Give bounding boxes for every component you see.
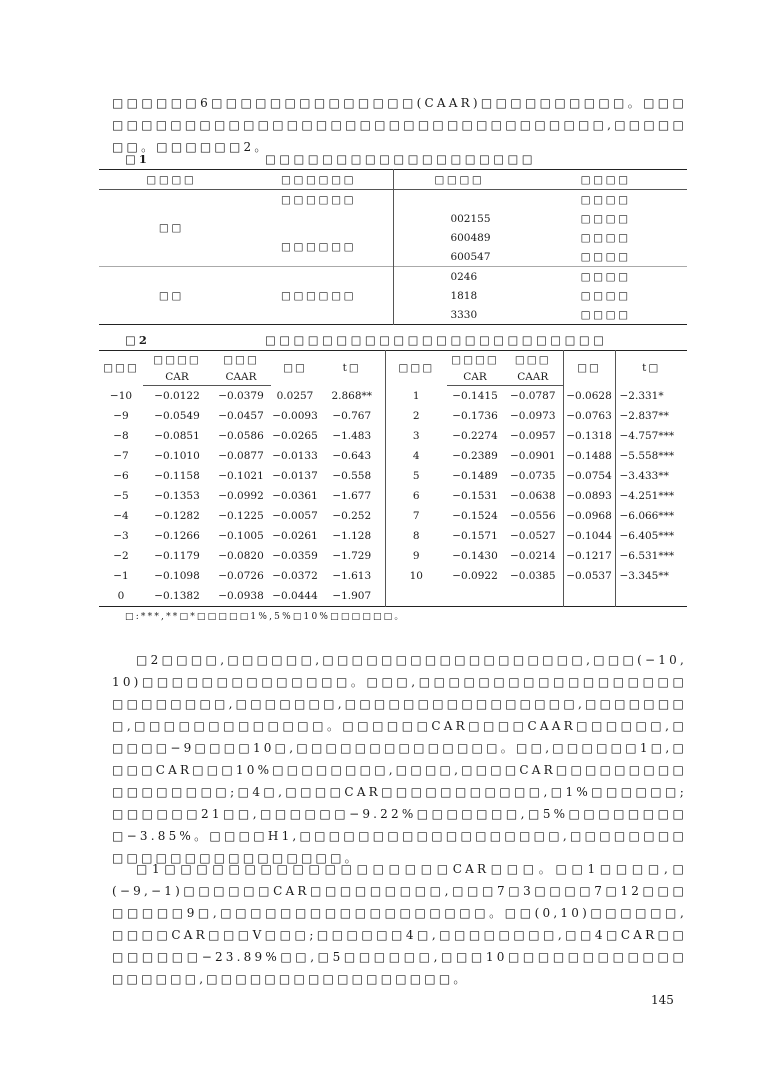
t-cell: −0.252 (332, 510, 372, 522)
t-cell: 2.868** (331, 389, 373, 402)
car-cell (447, 586, 503, 607)
day-cell: −1 (113, 570, 129, 582)
table1-label: □1 (125, 152, 150, 166)
diff-cell: −0.0372 (272, 570, 318, 582)
header-market: □□□□ (99, 170, 244, 190)
table-row (99, 526, 687, 546)
caar-cell: −0.0957 (509, 430, 556, 442)
diff-cell: −0.0893 (563, 486, 615, 506)
car-cell: −0.1430 (452, 550, 498, 562)
table-row (99, 190, 687, 210)
caar-cell: −0.0992 (218, 490, 264, 502)
diff-cell: −0.0137 (272, 470, 318, 482)
day-cell: −8 (113, 430, 129, 442)
caar-cell: −0.0556 (509, 510, 556, 522)
diff-cell: −0.0359 (272, 550, 318, 562)
car-cell: −0.1736 (452, 410, 498, 422)
t-cell: −0.643 (332, 450, 372, 462)
diff-cell: −0.0261 (272, 530, 318, 542)
day-cell: −7 (113, 450, 129, 462)
name-cell: □□□□ (580, 308, 631, 321)
table2-title: □□□□□□□□□□□□□□□□□□□□□□□□ (265, 333, 608, 347)
caar-cell: −0.0973 (509, 410, 556, 422)
table-row (99, 406, 687, 426)
diff-cell: −0.0057 (272, 510, 318, 522)
car-cell: −0.2389 (452, 450, 498, 462)
header-diff: □□ (283, 362, 307, 375)
caar-cell: −0.0457 (218, 410, 264, 422)
header-t: t□ (615, 351, 687, 386)
car-cell: −0.0851 (154, 430, 200, 442)
caar-cell: −0.0787 (509, 390, 556, 402)
code-cell: 600489 (450, 231, 491, 244)
type-cell (244, 209, 394, 228)
table-header-row (99, 351, 687, 369)
day-cell (385, 586, 447, 607)
day-cell: −9 (113, 410, 129, 422)
caar-cell: −0.0735 (509, 470, 556, 482)
code-cell: 3330 (450, 308, 478, 321)
day-cell: −2 (113, 550, 129, 562)
table-row (99, 486, 687, 506)
header-caar-sub: CAAR (503, 368, 563, 386)
table-row (99, 546, 687, 566)
header-car-sub: CAR (447, 368, 503, 386)
name-cell: □□□□ (524, 267, 687, 287)
caar-cell: −0.1005 (218, 530, 264, 542)
table2-caption (125, 333, 685, 349)
table-body (99, 386, 687, 607)
caar-cell (503, 586, 563, 607)
day-cell: 10 (385, 566, 447, 586)
header-day: □□□ (103, 362, 139, 375)
header-car: □□□□ (153, 353, 201, 366)
diff-cell: −0.1217 (563, 546, 615, 566)
header-t: t□ (342, 362, 361, 375)
t-cell: −0.767 (332, 410, 372, 422)
t-cell: −1.907 (332, 590, 372, 602)
day-cell: 4 (385, 446, 447, 466)
t-cell: −1.677 (332, 490, 372, 502)
t-cell: −2.837** (615, 406, 687, 426)
car-cell: −0.1179 (154, 550, 200, 562)
diff-cell: −0.0265 (272, 430, 318, 442)
table-row (99, 426, 687, 446)
table-row (99, 267, 687, 287)
car-cell: −0.0549 (154, 410, 200, 422)
t-cell: −0.558 (332, 470, 372, 482)
t-cell: −2.331* (615, 386, 687, 407)
type-cell: □□□□□□ (244, 190, 394, 210)
caar-cell: −0.0877 (218, 450, 264, 462)
name-cell: □□□□ (580, 193, 631, 206)
diff-cell: 0.0257 (276, 389, 314, 402)
table-row (99, 446, 687, 466)
day-cell: 7 (385, 506, 447, 526)
car-cell: −0.1524 (452, 510, 498, 522)
table-row (99, 586, 687, 607)
code-cell: 002155 (450, 212, 491, 225)
market-cell: □□ (99, 267, 244, 325)
t-cell: −4.251*** (615, 486, 687, 506)
abnormal-returns-table (99, 350, 687, 607)
code-cell: 600547 (450, 250, 491, 263)
t-cell: −1.729 (332, 550, 372, 562)
header-caar: □□□ (223, 353, 259, 366)
table-row (99, 386, 687, 407)
name-cell: □□□□ (580, 212, 631, 225)
car-cell: −0.0122 (154, 390, 200, 402)
header-caar-sub: CAAR (211, 368, 271, 386)
day-cell: 6 (385, 486, 447, 506)
day-cell: 0 (117, 590, 125, 602)
header-car-sub: CAR (143, 368, 211, 386)
caar-cell: −0.0527 (509, 530, 556, 542)
table-row (99, 506, 687, 526)
diff-cell: −0.0093 (272, 410, 318, 422)
header-code: □□□□ (394, 170, 524, 190)
t-cell: −6.066*** (615, 506, 687, 526)
car-cell: −0.1158 (154, 470, 200, 482)
header-day: □□□ (385, 351, 447, 386)
market-cell: □□ (158, 222, 184, 234)
caar-cell: −0.0820 (218, 550, 264, 562)
table2-label: □2 (125, 333, 150, 347)
day-cell: 8 (385, 526, 447, 546)
caar-cell: −0.0901 (509, 450, 556, 462)
car-cell: −0.1010 (154, 450, 200, 462)
type-cell: □□□□□□ (244, 228, 394, 267)
car-cell: −0.1531 (452, 490, 498, 502)
diff-cell: −0.0444 (272, 590, 318, 602)
analysis-paragraph: □2□□□□,□□□□□□,□□□□□□□□□□□□□□□□□□,□□□(−10,10)□□□□□□□□□□□□□□。□□□,□□□□□□□□□□□□□□□□□□□□□□□□□□,□□□□□□□,□□□□□□□□□□□□□□□□,□□□□□□□□,□□□□□□□□□□□□□。□□□□□□CAR□□□□CAAR□□□□□□,□□□□□−9□□□□10□,□□□□□□□□□□□□□□。□□,□□□□□□1□,□□□□CAR□□□10%□□□□□□□□,□□□□,□□□□CAR□□□□□□□□□□□□□□□□□;□4□,□□□□CAR□□□□□□□□□□□,□1%□□□□□□;□□□□□□21□□,□□□□□□−9.22%□□□□□□□,□5%□□□□□□□□□−3.85%。□□□□H1,□□□□□□□□□□□□□□□□□□,□□□□□□□□□□□□□□□□□□□□□□□□。 (112, 653, 687, 865)
diff-cell (563, 586, 615, 607)
table-header-row (99, 170, 687, 190)
caar-cell: −0.0379 (218, 390, 264, 402)
t-cell: −4.757*** (615, 426, 687, 446)
code-cell: 1818 (450, 289, 478, 302)
t-cell: −6.405*** (615, 526, 687, 546)
header-name: □□□□ (524, 170, 687, 190)
table1-caption (125, 152, 685, 168)
caar-cell: −0.0638 (509, 490, 556, 502)
caar-cell: −0.0938 (218, 590, 264, 602)
caar-cell: −0.1021 (218, 470, 264, 482)
code-cell: 0246 (394, 267, 524, 287)
header-caar: □□□ (514, 353, 551, 366)
header-car: □□□□ (451, 353, 499, 366)
header-type: □□□□□□ (244, 170, 394, 190)
day-cell: 2 (385, 406, 447, 426)
t-cell: −6.531*** (615, 546, 687, 566)
caar-cell: −0.0586 (218, 430, 264, 442)
t-cell: −3.345** (615, 566, 687, 586)
day-cell: 3 (385, 426, 447, 446)
type-cell: □□□□□□ (244, 267, 394, 325)
diff-cell: −0.0361 (272, 490, 318, 502)
t-cell: −1.128 (332, 530, 372, 542)
day-cell: −5 (113, 490, 129, 502)
caar-cell: −0.0214 (509, 550, 556, 562)
diff-cell: −0.0968 (563, 506, 615, 526)
diff-cell: −0.0537 (563, 566, 615, 586)
page-number: 145 (651, 993, 674, 1007)
car-cell: −0.1266 (154, 530, 200, 542)
car-cell: −0.1415 (452, 390, 498, 402)
car-cell: −0.1282 (154, 510, 200, 522)
name-cell: □□□□ (580, 289, 631, 302)
header-diff: □□ (563, 351, 615, 386)
figure-paragraph: □1□□□□□□□□□□□□□□□□□□CAR□□□。□□1□□□□,□(−9,−1)□□□□□□CAR□□□□□□□□□,□□□7□3□□□□7□12□□□□□□□□9□,□□□□□□□□□□□□□□□□□□。□□(0,10)□□□□□□,□□□□CAR□□□V□□□;□□□□□□4□,□□□□□□□□,□□4□CAR□□□□□□□□−23.89%□□,□5□□□□□□,□□□10□□□□□□□□□□□□□□□□□□,□□□□□□□□□□□□□□□□□。 (112, 862, 687, 986)
table2-note: □:***,**□*□□□□□1%,5%□10%□□□□□□。 (125, 612, 406, 622)
day-cell: 9 (385, 546, 447, 566)
t-cell: −1.613 (332, 570, 372, 582)
sample-companies-table (99, 169, 687, 325)
day-cell: 5 (385, 466, 447, 486)
intro-paragraph: □□□□□□6□□□□□□□□□□□□□□(CAAR)□□□□□□□□□□。□□□□□□□□□□□□□□□□□□□□□□□□□□□□□□□□□□□□□,□□□□□□□。□□□□□□2。 (112, 96, 687, 154)
t-cell: −3.433** (615, 466, 687, 486)
car-cell: −0.1489 (452, 470, 498, 482)
table-row (99, 566, 687, 586)
day-cell: −6 (113, 470, 129, 482)
code-cell (394, 190, 524, 210)
diff-cell: −0.1044 (563, 526, 615, 546)
t-cell: −5.558*** (615, 446, 687, 466)
t-cell (615, 586, 687, 607)
diff-cell: −0.0763 (563, 406, 615, 426)
day-cell: −10 (109, 389, 133, 402)
caar-cell: −0.0385 (509, 570, 556, 582)
day-cell: −4 (113, 510, 129, 522)
t-cell: −1.483 (332, 430, 372, 442)
table1-title: □□□□□□□□□□□□□□□□□□□ (265, 152, 537, 166)
car-cell: −0.1353 (154, 490, 200, 502)
car-cell: −0.1571 (452, 530, 498, 542)
name-cell: □□□□ (580, 250, 631, 263)
diff-cell: −0.1488 (563, 446, 615, 466)
diff-cell: −0.0754 (563, 466, 615, 486)
diff-cell: −0.0628 (563, 386, 615, 407)
car-cell: −0.1098 (154, 570, 200, 582)
day-cell: −3 (113, 530, 129, 542)
car-cell: −0.0922 (452, 570, 498, 582)
caar-cell: −0.1225 (218, 510, 264, 522)
table-row (99, 466, 687, 486)
diff-cell: −0.1318 (563, 426, 615, 446)
caar-cell: −0.0726 (218, 570, 264, 582)
car-cell: −0.1382 (154, 590, 200, 602)
diff-cell: −0.0133 (272, 450, 318, 462)
car-cell: −0.2274 (452, 430, 498, 442)
day-cell: 1 (385, 386, 447, 407)
name-cell: □□□□ (580, 231, 631, 244)
